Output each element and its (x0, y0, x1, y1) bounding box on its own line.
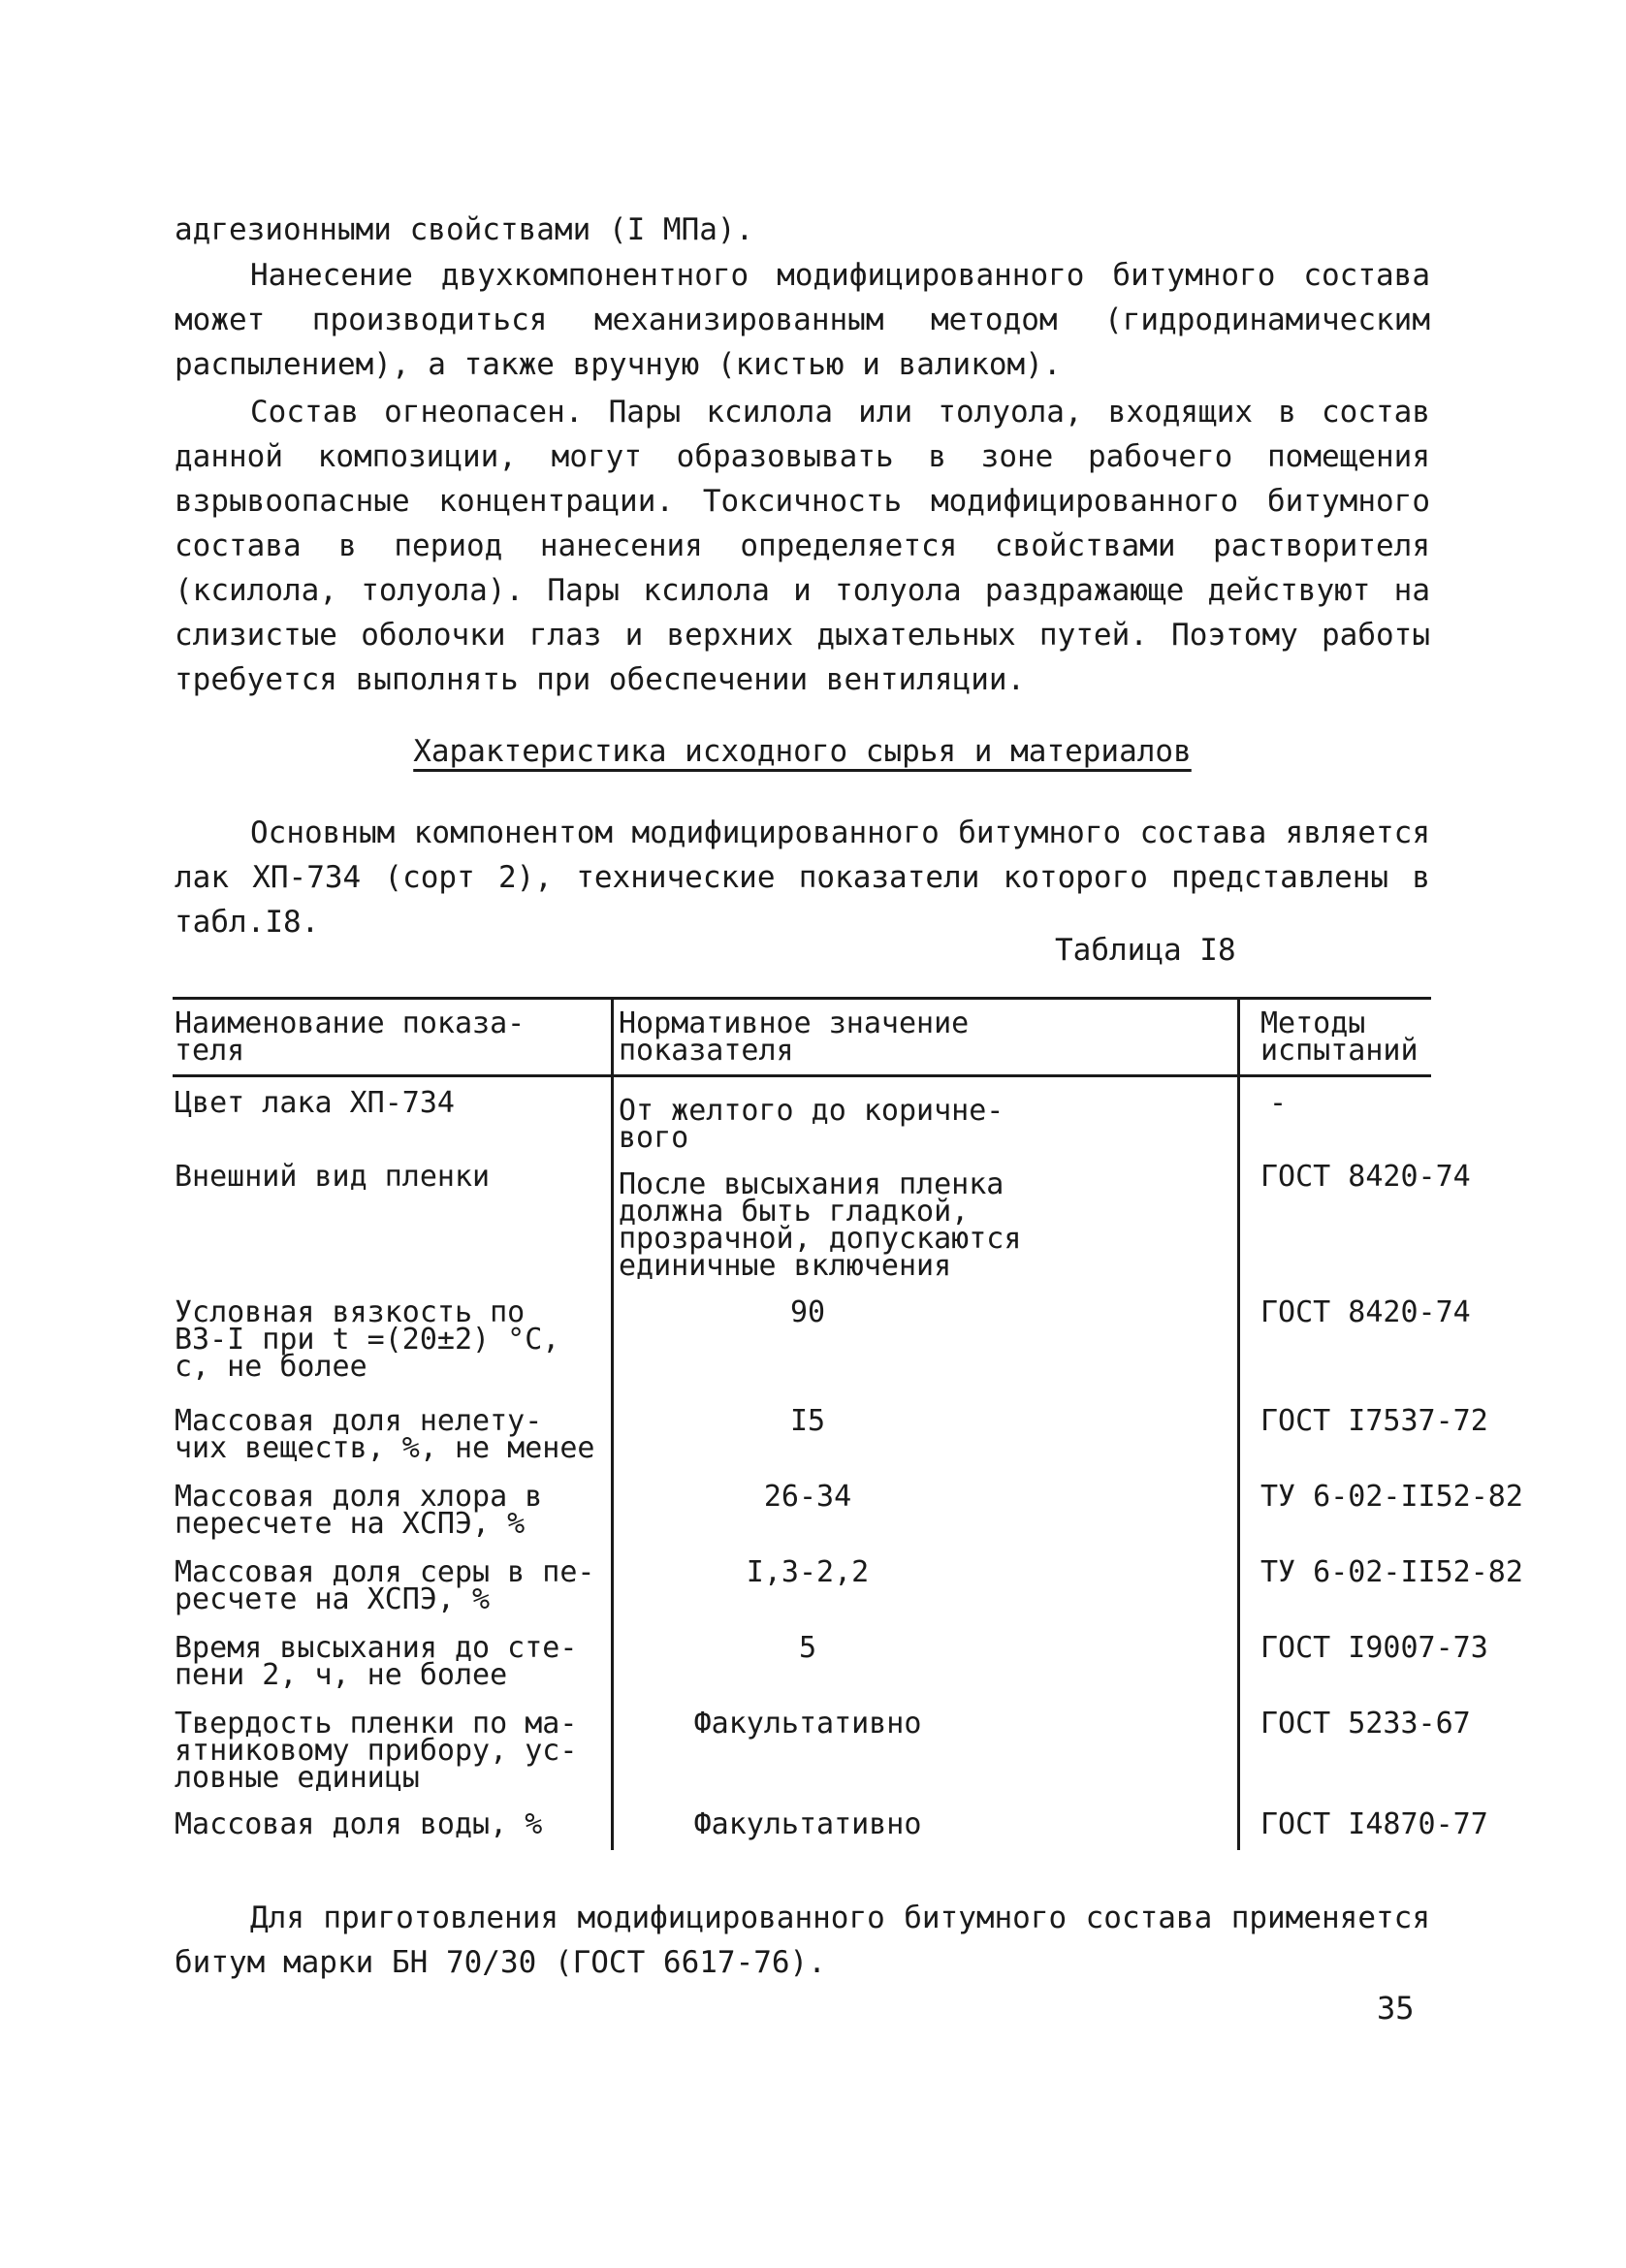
row-6-value: I,3-2,2 (746, 1555, 870, 1589)
row-5-value: 26-34 (763, 1480, 852, 1514)
header-method: Методы испытаний (1260, 1006, 1419, 1068)
section-heading-text: Характеристика исходного сырья и материалов (413, 734, 1192, 769)
section-paragraph: Основным компонентом модифицированного битумного состава является лак ХП-734 (сорт 2), технические показатели которого представлены в табл.I8. (175, 815, 1430, 940)
row-2-value: После высыхания пленка должна быть гладкой, прозрачной, допускаются единичные включения (619, 1167, 1022, 1283)
row-8-value: Факультативно (693, 1707, 922, 1741)
row-3-name: Условная вязкость по ВЗ-I при t =(20±2) °С, с, не более (175, 1295, 560, 1384)
row-5-name: Массовая доля хлора в пересчете на ХСПЭ, % (175, 1480, 543, 1541)
header-name: Наименование показа- теля (175, 1006, 526, 1068)
page-number: 35 (1377, 1990, 1415, 2027)
intro-paragraph-3: Состав огнеопасен. Пары ксилола или толуола, входящих в состав данной композиции, могут образовывать в зоне рабочего помещения взрывоопасные концентрации. Токсичность модифицированного битумного состава в период нанесения определяется свойствами растворителя (ксилола, толуола). Пары ксилола и толуола раздражающе действуют на слизистые оболочки глаз и верхних дыхательных путей. Поэтому работы требуется выполнять при обеспечении вентиляции. (175, 395, 1430, 697)
row-8-name: Твердость пленки по ма- ятниковому прибору, ус- ловные единицы (175, 1707, 578, 1795)
header-value: Нормативное значение показателя (619, 1006, 970, 1068)
table-header-rule (173, 1074, 1431, 1077)
row-2-name: Внешний вид пленки (175, 1160, 491, 1194)
row-2-method: ГОСТ 8420-74 (1260, 1160, 1471, 1194)
row-1-value: От желтого до коричне- вого (619, 1094, 1004, 1155)
section-heading (175, 729, 1430, 774)
row-4-value: I5 (789, 1404, 826, 1438)
row-9-value: Факультативно (693, 1807, 922, 1841)
table-top-rule (173, 997, 1431, 1000)
row-9-name: Массовая доля воды, % (175, 1807, 543, 1841)
row-9-method: ГОСТ I4870-77 (1260, 1807, 1488, 1841)
row-1-name: Цвет лака ХП-734 (175, 1086, 455, 1120)
row-5-method: ТУ 6-02-II52-82 (1260, 1480, 1523, 1514)
row-4-method: ГОСТ I7537-72 (1260, 1404, 1488, 1438)
table-caption: Таблица I8 (1055, 933, 1236, 968)
row-1-method: - (1268, 1086, 1288, 1120)
row-4-name: Массовая доля нелету- чих веществ, %, не менее (175, 1404, 595, 1465)
row-7-name: Время высыхания до сте- пени 2, ч, не более (175, 1631, 578, 1692)
intro-paragraph-1: адгезионными свойствами (I МПа). (175, 212, 754, 247)
row-6-method: ТУ 6-02-II52-82 (1260, 1555, 1523, 1589)
row-3-method: ГОСТ 8420-74 (1260, 1295, 1471, 1329)
row-8-method: ГОСТ 5233-67 (1260, 1707, 1471, 1741)
closing-paragraph: Для приготовления модифицированного битумного состава применяется битум марки БН 70/30 (ГОСТ 6617-76). (175, 1901, 1430, 1980)
row-7-value: 5 (798, 1631, 817, 1665)
intro-paragraph-2: Нанесение двухкомпонентного модифицированного битумного состава может производиться механизированным методом (гидродинамическим распылением), а также вручную (кистью и валиком). (175, 258, 1430, 382)
row-7-method: ГОСТ I9007-73 (1260, 1631, 1488, 1665)
table-column-divider-1 (611, 997, 614, 1850)
row-6-name: Массовая доля серы в пе- ресчете на ХСПЭ, % (175, 1555, 595, 1616)
row-3-value: 90 (789, 1295, 826, 1329)
